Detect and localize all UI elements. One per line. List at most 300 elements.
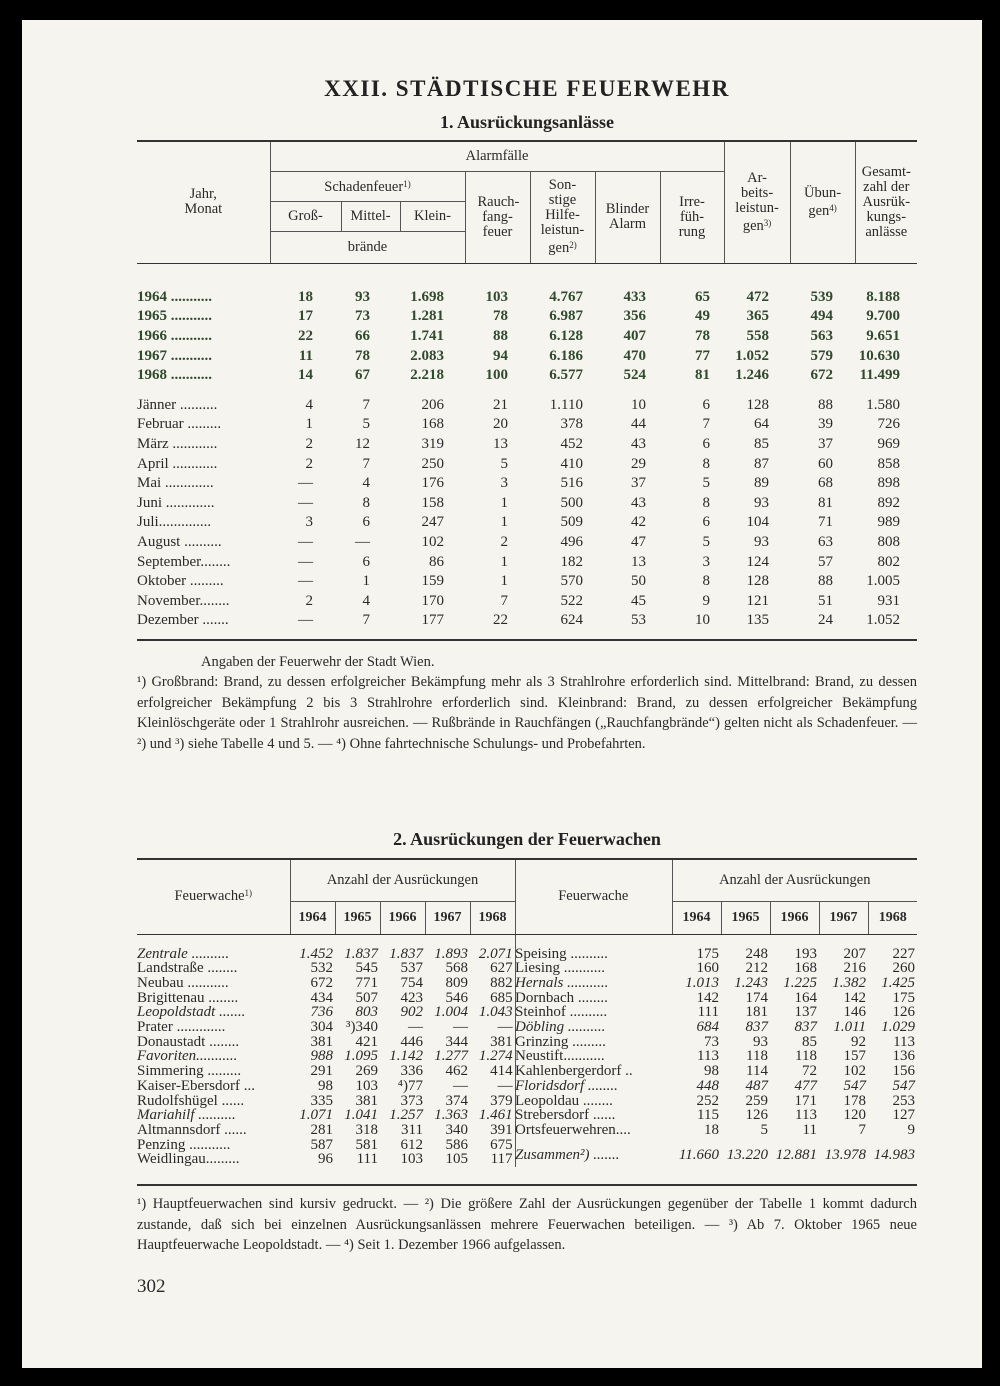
cell: 164 <box>794 989 817 1006</box>
cell: 177 <box>421 612 444 629</box>
cell: 78 <box>493 308 508 325</box>
cell: 9 <box>907 1121 916 1138</box>
table-row <box>137 366 917 386</box>
cell: 252 <box>696 1092 719 1109</box>
cell: 1.071 <box>299 1107 333 1124</box>
cell: 10 <box>695 612 711 629</box>
header-year: 1965 <box>335 901 380 934</box>
cell: 1.041 <box>344 1107 378 1124</box>
cell: 8 <box>702 573 711 590</box>
cell: 509 <box>560 514 583 531</box>
cell: 11.660 <box>678 1146 719 1163</box>
cell: 496 <box>560 533 583 550</box>
cell: 118 <box>795 1048 817 1065</box>
cell: 477 <box>794 1077 817 1094</box>
row-label: 1967 ........... <box>137 347 212 364</box>
cell: 22 <box>298 327 313 344</box>
cell: 12 <box>355 435 370 452</box>
row-label: April ............ <box>137 455 218 472</box>
cell: 206 <box>421 396 444 413</box>
cell: 6 <box>702 514 711 531</box>
header-sonstige <box>530 171 595 263</box>
cell: 81 <box>818 494 834 511</box>
cell: 45 <box>631 592 646 609</box>
cell: 2 <box>305 435 313 452</box>
row-label: August .......... <box>137 533 222 550</box>
cell: 1.142 <box>389 1048 423 1065</box>
cell: 3 <box>500 475 508 492</box>
cell: — <box>453 1077 468 1094</box>
cell: 494 <box>810 308 834 325</box>
cell: 13 <box>493 435 508 452</box>
cell: 500 <box>560 494 583 511</box>
cell: 102 <box>843 1063 866 1080</box>
cell: 1 <box>500 514 508 531</box>
header-year: 1967 <box>425 901 470 934</box>
row-label: 1966 ........... <box>137 327 212 344</box>
chapter-title: XXII. STÄDTISCHE FEUERWEHR <box>324 76 730 101</box>
cell: 2 <box>305 592 313 609</box>
cell: 336 <box>400 1063 423 1080</box>
cell: 1.043 <box>478 1004 513 1021</box>
cell: — <box>408 1019 423 1036</box>
cell: 410 <box>560 455 583 472</box>
header-braende: brände <box>270 231 465 263</box>
cell: 433 <box>623 288 646 305</box>
cell: 1.837 <box>389 945 423 962</box>
row-label: Zentrale .......... <box>137 945 230 962</box>
cell: 24 <box>818 612 834 629</box>
cell: 568 <box>445 960 468 977</box>
cell: 171 <box>794 1092 817 1109</box>
cell: — <box>298 553 313 570</box>
table-row <box>137 395 917 415</box>
table-row <box>137 1005 515 1020</box>
row-label: Februar ......... <box>137 416 222 433</box>
cell: 96 <box>318 1151 333 1168</box>
cell: 1.580 <box>866 396 901 413</box>
row-label: Neubau ........... <box>137 974 229 991</box>
cell: 20 <box>493 416 508 433</box>
cell: 11 <box>802 1121 817 1138</box>
cell: 672 <box>810 367 834 384</box>
cell: 675 <box>490 1136 513 1153</box>
cell: 193 <box>794 945 817 962</box>
cell: 17 <box>298 308 313 325</box>
cell: 66 <box>355 327 370 344</box>
cell: 374 <box>445 1092 468 1109</box>
header-uebungen <box>790 141 855 263</box>
cell: 6 <box>362 553 370 570</box>
table-row <box>515 1079 917 1094</box>
cell: 1.698 <box>410 288 444 305</box>
cell: 18 <box>298 288 313 305</box>
cell: 6.128 <box>549 327 583 344</box>
cell: 8 <box>362 494 370 511</box>
cell: 545 <box>355 960 378 977</box>
cell: 78 <box>695 327 711 344</box>
header-year: 1964 <box>672 901 721 934</box>
header-feuerwache-label: Feuerwache <box>174 888 245 905</box>
row-label: Zusammen²) ....... <box>515 1146 620 1163</box>
row-label: Penzing ........... <box>137 1136 231 1153</box>
cell: 5 <box>362 416 370 433</box>
cell: 736 <box>310 1004 333 1021</box>
row-label: Jänner .......... <box>137 396 218 413</box>
table-row <box>137 533 917 553</box>
row-label: Dezember ....... <box>137 612 229 629</box>
cell: 837 <box>794 1019 817 1036</box>
cell: 127 <box>892 1107 916 1124</box>
table-row <box>515 1035 917 1050</box>
cell: 882 <box>490 974 513 991</box>
cell: 586 <box>445 1136 468 1153</box>
cell: 344 <box>445 1033 468 1050</box>
cell: 931 <box>877 592 901 609</box>
table-row <box>137 572 917 592</box>
cell: 67 <box>355 367 370 384</box>
cell: 124 <box>746 553 770 570</box>
cell: 1.425 <box>881 974 916 991</box>
table-row <box>137 307 917 327</box>
cell: 87 <box>754 455 770 472</box>
cell: 11.499 <box>859 367 901 384</box>
cell: 1.029 <box>881 1019 916 1036</box>
cell: 1.052 <box>866 612 901 629</box>
cell: 42 <box>631 514 646 531</box>
cell: 77 <box>695 347 711 364</box>
cell: 969 <box>877 435 901 452</box>
cell: 160 <box>696 960 719 977</box>
header-rauch: Rauch-fang-feuer <box>465 171 530 263</box>
page-number: 302 <box>137 1276 166 1297</box>
cell: 157 <box>843 1048 866 1065</box>
cell: 21 <box>493 396 508 413</box>
cell: 248 <box>745 945 768 962</box>
cell: 253 <box>892 1092 916 1109</box>
cell: 10 <box>631 396 646 413</box>
header-schadenfeuer-label: Schadenfeuer <box>324 179 404 195</box>
cell: 85 <box>802 1033 817 1050</box>
cell: ⁴)77 <box>397 1077 423 1094</box>
cell: 181 <box>745 1004 768 1021</box>
cell: 9.651 <box>866 327 901 344</box>
footnote-mark: 4) <box>829 202 837 213</box>
header-uebungen-label: Übun-gen <box>804 184 842 219</box>
cell: 672 <box>310 974 333 991</box>
table2-footnote: ¹) Hauptfeuerwachen sind kursiv gedruckt. — ²) Die größere Zahl der Ausrückungen gegenüber der Tabelle 1 kommt dadurch zustande, daß sich bei einzelnen Ausrückungsanlässen mehrere Feuerwachen beteiligen. — ³) Ab 7. Oktober 1965 neue Hauptfeuerwache Leopoldstadt. — ⁴) Seit 1. Dezember 1966 aufgelassen. <box>137 1196 917 1253</box>
table-row <box>137 1064 515 1079</box>
row-label: Juni ............. <box>137 494 215 511</box>
table-row <box>137 611 917 631</box>
cell: 2.083 <box>410 347 444 364</box>
cell: — <box>298 494 313 511</box>
cell: 247 <box>421 514 444 531</box>
cell: 81 <box>695 367 711 384</box>
cell: 43 <box>631 494 646 511</box>
cell: 470 <box>623 347 646 364</box>
cell: 50 <box>631 573 646 590</box>
cell: 11 <box>298 347 313 364</box>
cell: 898 <box>877 475 901 492</box>
cell: 13 <box>631 553 646 570</box>
cell: 111 <box>356 1151 378 1168</box>
cell: 1.243 <box>734 974 768 991</box>
cell: 94 <box>493 347 508 364</box>
table2-left <box>137 858 516 1167</box>
row-label: Rudolfshügel ...... <box>137 1092 245 1109</box>
cell: 7 <box>500 592 508 609</box>
header-anzahl-left: Anzahl der Ausrückungen <box>290 859 515 901</box>
table-row <box>137 1020 515 1035</box>
cell: 1.004 <box>434 1004 468 1021</box>
cell: 111 <box>697 1004 719 1021</box>
cell: 114 <box>746 1063 768 1080</box>
row-label: Leopoldstadt ....... <box>137 1004 246 1021</box>
cell: 421 <box>355 1033 378 1050</box>
cell: 7 <box>702 416 711 433</box>
table1-source: Angaben der Feuerwehr der Stadt Wien. <box>201 654 435 670</box>
row-label: Donaustadt ........ <box>137 1033 240 1050</box>
table-row <box>137 1152 515 1167</box>
cell: 136 <box>892 1048 916 1065</box>
header-klein: Klein- <box>400 201 465 231</box>
cell: 754 <box>400 974 423 991</box>
cell: 1.095 <box>344 1048 378 1065</box>
table-row <box>515 1108 917 1123</box>
cell: 414 <box>490 1063 513 1080</box>
table-row <box>137 1049 515 1064</box>
cell: 547 <box>843 1077 866 1094</box>
cell: 14 <box>298 367 313 384</box>
cell: 37 <box>818 435 834 452</box>
cell: 102 <box>421 533 444 550</box>
table-row <box>137 513 917 533</box>
row-label: Steinhof .......... <box>515 1004 608 1021</box>
cell: 1.837 <box>344 945 378 962</box>
cell: 318 <box>355 1121 378 1138</box>
cell: 57 <box>818 553 834 570</box>
cell: 88 <box>818 396 834 413</box>
cell: 44 <box>631 416 646 433</box>
row-label: Simmering ......... <box>137 1063 242 1080</box>
cell: 93 <box>753 1033 768 1050</box>
header-year: 1967 <box>819 901 868 934</box>
row-label: 1968 ........... <box>137 367 212 384</box>
cell: 250 <box>421 455 444 472</box>
cell: 121 <box>746 592 770 609</box>
cell: 373 <box>400 1092 423 1109</box>
cell: 532 <box>310 960 333 977</box>
table1-title: 1. Ausrückungsanlässe <box>439 112 615 132</box>
cell: 4.767 <box>549 288 583 305</box>
table-row <box>137 415 917 435</box>
cell: 379 <box>490 1092 513 1109</box>
table-row <box>515 976 917 991</box>
cell: 539 <box>810 288 834 305</box>
cell: 5 <box>702 475 711 492</box>
header-year: 1966 <box>380 901 425 934</box>
cell: 117 <box>490 1151 513 1168</box>
cell: 39 <box>818 416 834 433</box>
cell: 391 <box>490 1121 513 1138</box>
header-blinder: Blinder Alarm <box>595 171 660 263</box>
cell: 1.011 <box>833 1019 866 1036</box>
cell: 537 <box>400 960 423 977</box>
row-label: Floridsdorf ........ <box>515 1077 618 1094</box>
cell: 365 <box>746 308 770 325</box>
cell: 182 <box>560 553 583 570</box>
cell: 88 <box>493 327 508 344</box>
cell: 902 <box>400 1004 423 1021</box>
cell: 858 <box>877 455 901 472</box>
cell: 335 <box>310 1092 333 1109</box>
cell: 612 <box>400 1136 423 1153</box>
cell: 98 <box>704 1063 719 1080</box>
cell: 72 <box>802 1063 817 1080</box>
header-arbeit <box>724 141 790 263</box>
cell: 423 <box>400 989 423 1006</box>
cell: 1 <box>500 573 508 590</box>
row-label: Dornbach ........ <box>515 989 608 1006</box>
cell: 1 <box>500 553 508 570</box>
cell: 159 <box>421 573 444 590</box>
cell: 291 <box>310 1063 333 1080</box>
cell: 227 <box>892 945 916 962</box>
cell: 9 <box>702 592 711 609</box>
header-alarmfaelle: Alarmfälle <box>270 141 724 171</box>
table-row <box>137 976 515 991</box>
row-label: Brigittenau ........ <box>137 989 239 1006</box>
row-label: Grinzing ......... <box>515 1033 606 1050</box>
cell: 7 <box>362 612 370 629</box>
cell: 51 <box>818 592 834 609</box>
cell: 1.277 <box>434 1048 468 1065</box>
footnote-mark: 1) <box>403 179 411 189</box>
cell: 14.983 <box>873 1146 916 1163</box>
cell: 7 <box>858 1121 866 1138</box>
header-mittel: Mittel- <box>341 201 400 231</box>
cell: 175 <box>696 945 719 962</box>
cell: 269 <box>355 1063 378 1080</box>
cell: 448 <box>696 1077 719 1094</box>
cell: 142 <box>696 989 719 1006</box>
cell: 989 <box>877 514 901 531</box>
cell: 311 <box>401 1121 423 1138</box>
table1 <box>137 140 917 641</box>
cell: 1.893 <box>434 945 468 962</box>
cell: 685 <box>490 989 513 1006</box>
cell: 207 <box>843 945 866 962</box>
cell: 587 <box>310 1136 333 1153</box>
header-year: 1968 <box>868 901 917 934</box>
cell: 135 <box>746 612 770 629</box>
cell: 381 <box>490 1033 513 1050</box>
cell: 3 <box>305 514 313 531</box>
cell: 6.577 <box>549 367 583 384</box>
cell: 1 <box>305 416 313 433</box>
cell: 158 <box>421 494 444 511</box>
row-label: September........ <box>137 553 231 570</box>
cell: 304 <box>310 1019 333 1036</box>
row-label: Kahlenbergerdorf .. <box>515 1063 633 1080</box>
cell: 340 <box>445 1121 468 1138</box>
cell: 53 <box>631 612 646 629</box>
table-row <box>137 1108 515 1123</box>
cell: 2.071 <box>478 945 513 962</box>
cell: 570 <box>560 573 583 590</box>
cell: 103 <box>400 1151 423 1168</box>
cell: 128 <box>746 573 770 590</box>
cell: 47 <box>631 533 646 550</box>
cell: 43 <box>631 435 646 452</box>
cell: 103 <box>485 288 508 305</box>
cell: 507 <box>355 989 378 1006</box>
table-row <box>515 1123 917 1138</box>
table-row <box>137 327 917 347</box>
cell: — <box>497 1019 513 1036</box>
cell: 260 <box>892 960 916 977</box>
table-row <box>137 346 917 366</box>
cell: 581 <box>355 1136 378 1153</box>
cell: 487 <box>745 1077 768 1094</box>
cell: 809 <box>445 974 468 991</box>
cell: 126 <box>892 1004 916 1021</box>
cell: 78 <box>355 347 370 364</box>
table-row <box>515 961 917 976</box>
table-row <box>137 1035 515 1050</box>
cell: 684 <box>696 1019 719 1036</box>
cell: 1.382 <box>832 974 866 991</box>
cell: 168 <box>794 960 817 977</box>
cell: 9.700 <box>866 308 901 325</box>
cell: 1.013 <box>685 974 719 991</box>
cell: 178 <box>843 1092 866 1109</box>
row-label: Prater ............. <box>137 1019 226 1036</box>
cell: 1.274 <box>478 1048 513 1065</box>
cell: 1.110 <box>549 396 583 413</box>
cell: 128 <box>746 396 770 413</box>
cell: 319 <box>421 435 444 452</box>
cell: 547 <box>892 1077 916 1094</box>
table-row <box>137 1123 515 1138</box>
cell: 524 <box>623 367 646 384</box>
row-label: Mai ............. <box>137 475 214 492</box>
cell: 407 <box>623 327 646 344</box>
cell: 558 <box>746 327 770 344</box>
cell: 3 <box>702 553 711 570</box>
cell: 4 <box>362 475 370 492</box>
cell: 93 <box>754 533 770 550</box>
header-jahr: Jahr, Monat <box>137 141 270 263</box>
total-row <box>515 1148 917 1163</box>
table-row <box>515 991 917 1006</box>
cell: 1.281 <box>410 308 444 325</box>
cell: 8 <box>702 455 711 472</box>
cell: 137 <box>794 1004 817 1021</box>
cell: 988 <box>310 1048 333 1065</box>
cell: 85 <box>754 435 770 452</box>
cell: 5 <box>702 533 711 550</box>
table-row <box>137 493 917 513</box>
row-label: Leopoldau ........ <box>515 1092 613 1109</box>
cell: 12.881 <box>775 1146 817 1163</box>
header-gross: Groß- <box>270 201 341 231</box>
cell: 1 <box>362 573 370 590</box>
table-row <box>515 1005 917 1020</box>
cell: 71 <box>818 514 834 531</box>
header-feuerwache-right: Feuerwache <box>515 859 672 934</box>
